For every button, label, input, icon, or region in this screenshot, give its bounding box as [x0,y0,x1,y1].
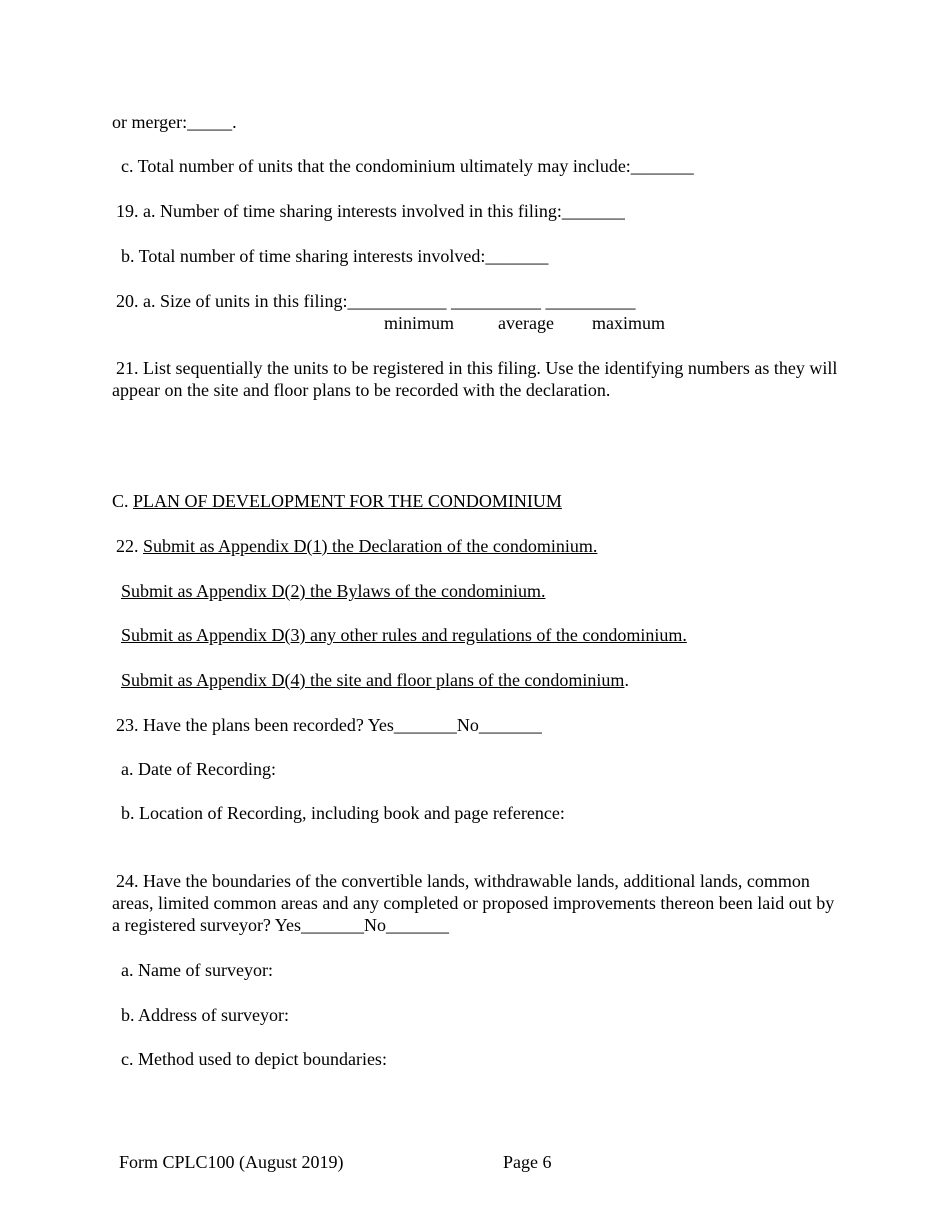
q22-d4-period: . [624,670,629,690]
q18c-total-units: c. Total number of units that the condominium ultimately may include:_______ [121,156,694,176]
q20a-size-of-units: 20. a. Size of units in this filing:___________ __________ __________ [116,291,636,311]
q24b-address-of-surveyor: b. Address of surveyor: [121,1005,289,1025]
q22-d2-text: Submit as Appendix D(2) the Bylaws of the condominium. [121,581,546,601]
q22-d4-text: Submit as Appendix D(4) the site and floor plans of the condominium [121,670,625,690]
q22-prefix: 22. [116,536,143,556]
q21-list-units: 21. List sequentially the units to be registered in this filing. Use the identifying numbers as they will appear on the site and floor plans to be recorded with the declaration. [112,358,838,400]
q22-appendix-d1 [116,535,597,557]
q20-minimum-label: minimum [384,313,455,333]
q22-appendix-d2 [121,580,545,602]
q20-maximum-label: maximum [592,313,665,333]
q24-boundaries-surveyor: 24. Have the boundaries of the convertible lands, withdrawable lands, additional lands, common areas, limited common areas and any completed or proposed improvements thereon been laid out by a registered surveyor? Yes_______No_______ [112,871,835,935]
section-c-title: PLAN OF DEVELOPMENT FOR THE CONDOMINIUM [133,491,562,511]
q20-average-label: average [498,313,554,333]
q22-appendix-d4 [121,669,629,691]
q22-d3-text: Submit as Appendix D(3) any other rules and regulations of the condominium. [121,625,687,645]
q24c-method-boundaries: c. Method used to depict boundaries: [121,1049,387,1069]
q22-d1-text: Submit as Appendix D(1) the Declaration of the condominium. [143,536,598,556]
section-c-prefix: C. [112,491,134,511]
footer-page-number: Page 6 [503,1152,552,1172]
q23-plans-recorded: 23. Have the plans been recorded? Yes_______No_______ [116,715,542,735]
footer-form-id: Form CPLC100 (August 2019) [119,1152,344,1172]
q23a-date-of-recording: a. Date of Recording: [121,759,276,779]
merger-line: or merger:_____. [112,112,237,132]
q22-appendix-d3 [121,624,687,646]
q24a-name-of-surveyor: a. Name of surveyor: [121,960,273,980]
section-c-heading [112,490,562,512]
q19a-time-sharing-interests: 19. a. Number of time sharing interests involved in this filing:_______ [116,201,625,221]
q23b-location-of-recording: b. Location of Recording, including book and page reference: [121,803,565,823]
q19b-total-time-sharing: b. Total number of time sharing interests involved:_______ [121,246,549,266]
